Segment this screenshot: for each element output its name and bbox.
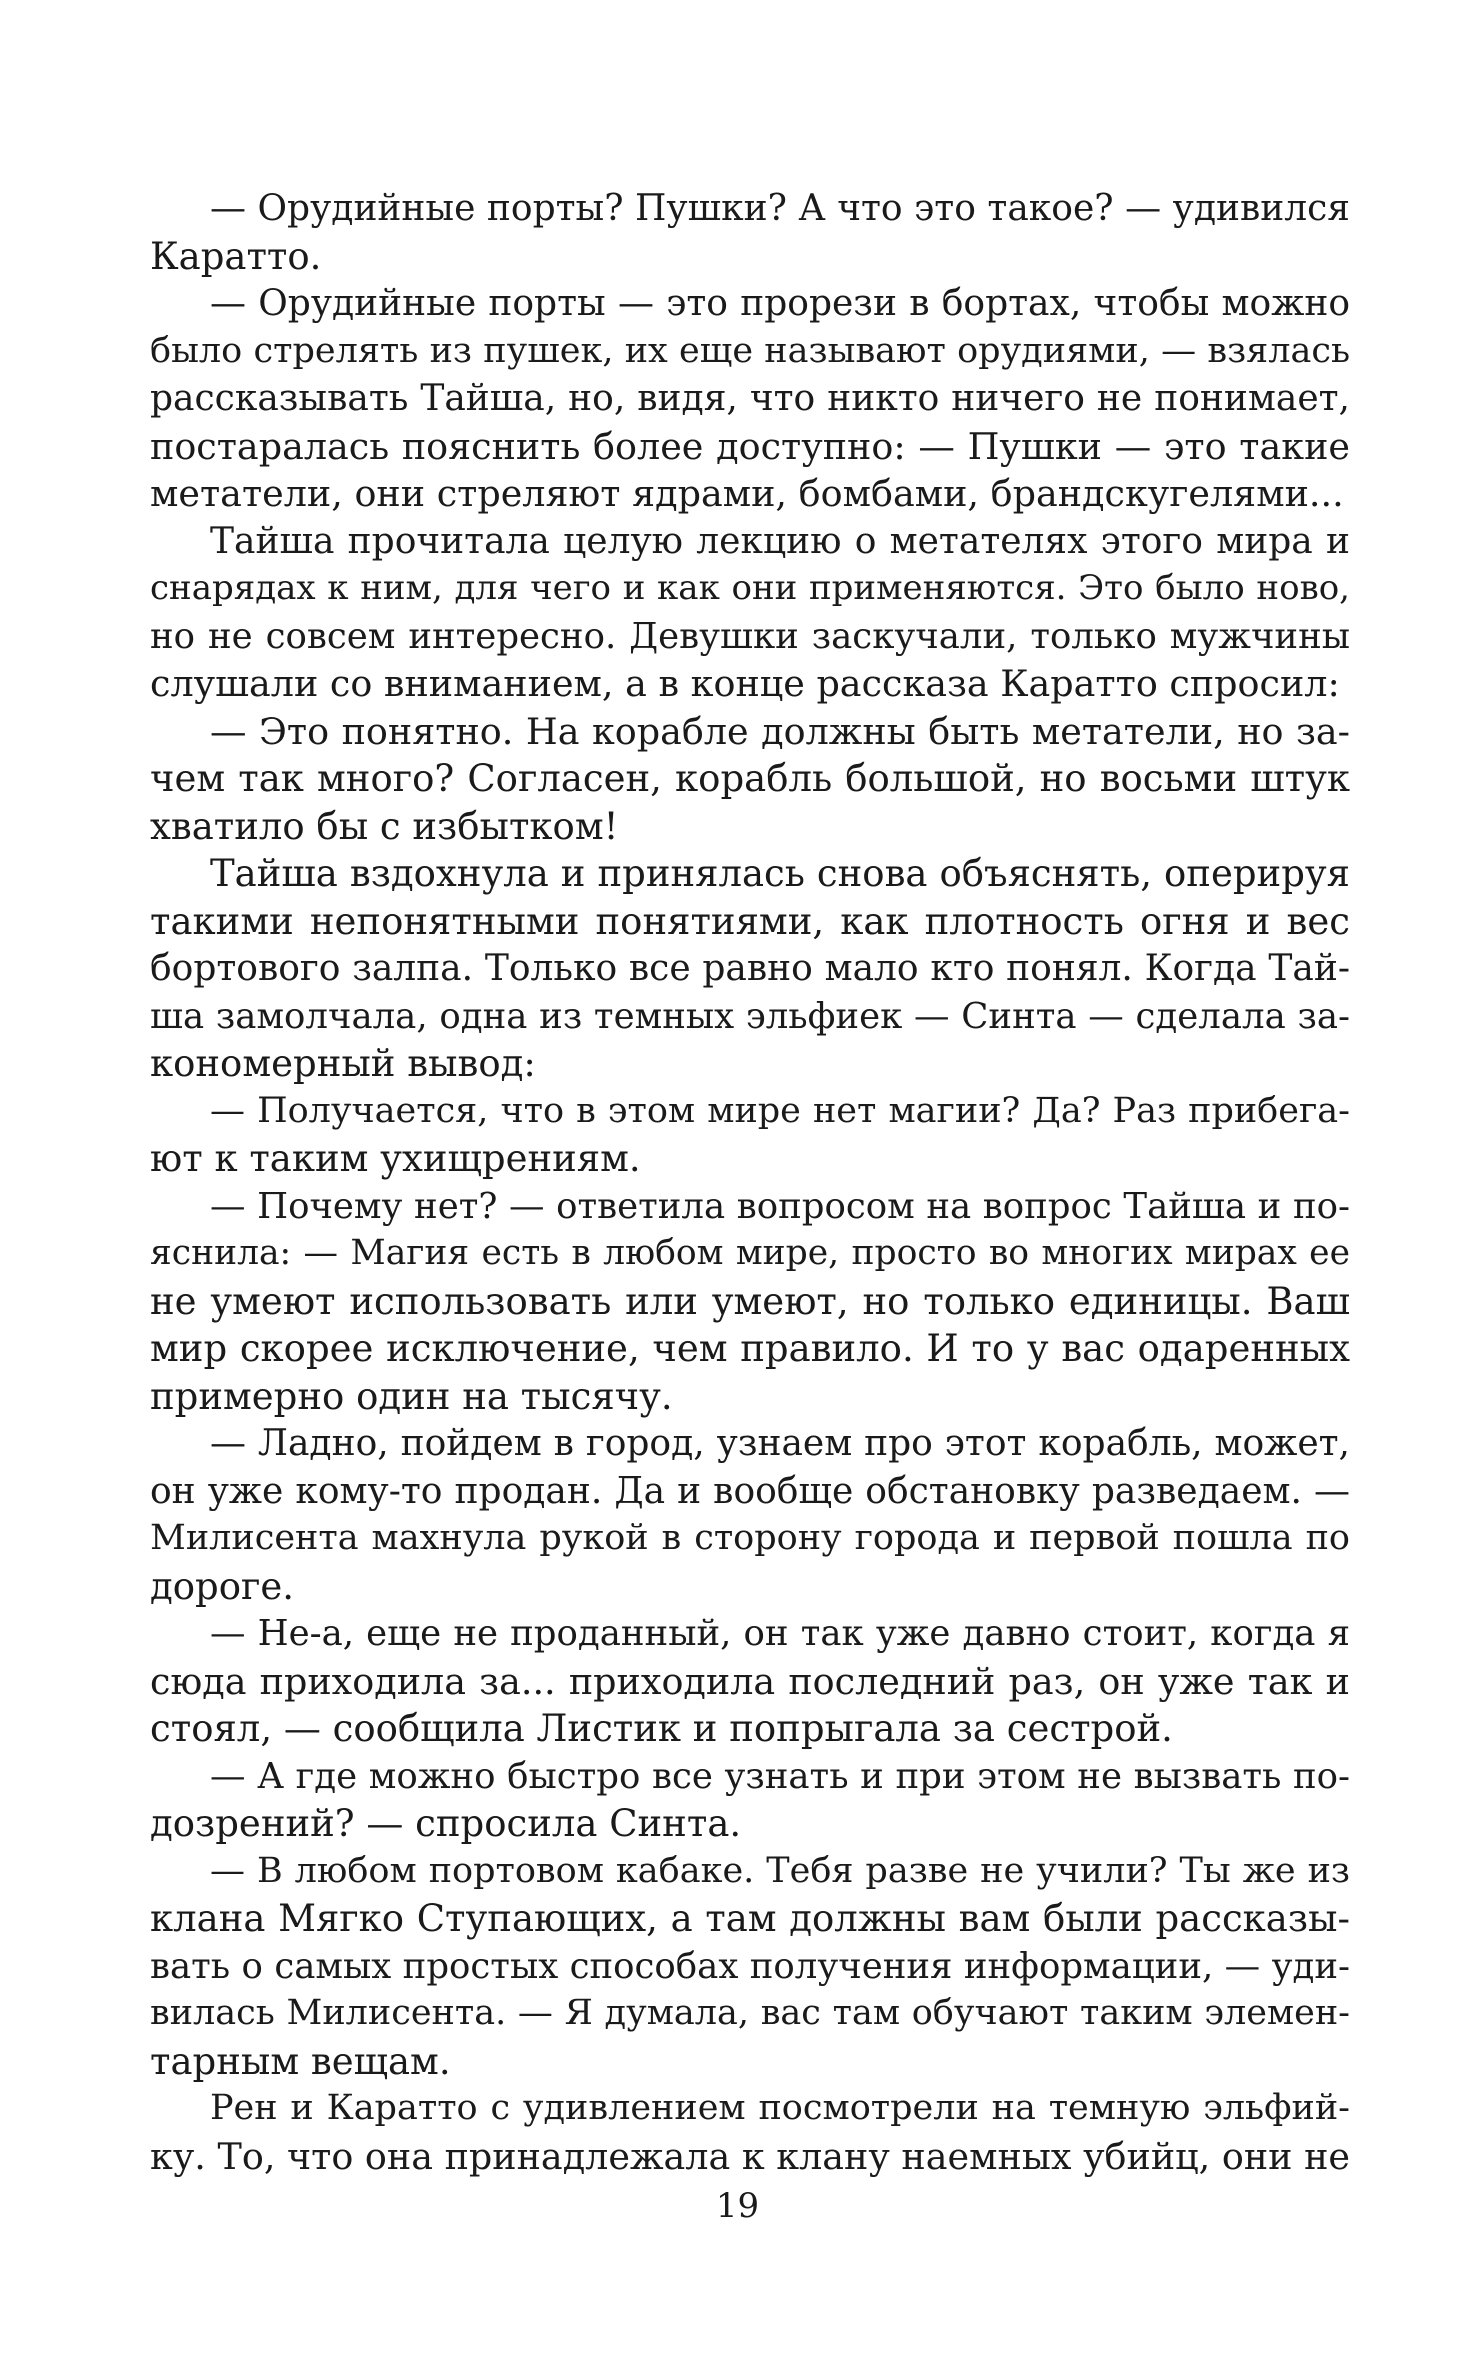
text-line: чем так много? Согласен, корабль большой, но восьми штук <box>150 757 1350 800</box>
text-line: — Это понятно. На корабле должны быть метатели, но за- <box>210 709 1350 753</box>
text-line: слушали со вниманием, а в конце рассказа Каратто спросил: <box>150 662 1340 705</box>
text-line: тарным вещам. <box>150 2039 451 2083</box>
text-line: дороге. <box>150 1564 295 1608</box>
text-line: хватило бы с избытком! <box>150 804 619 848</box>
text-line: примерно один на тысячу. <box>150 1374 673 1418</box>
text-line: клана Мягко Ступающих, а там должны вам были рассказы- <box>150 1897 1350 1940</box>
text-line: сюда приходила за... приходила последний раз, он уже так и <box>150 1659 1350 1703</box>
text-line: вать о самых простых способах получения информации, — уди- <box>150 1945 1350 1987</box>
text-line: — Не-а, еще не проданный, он так уже давно стоит, когда я <box>210 1613 1350 1654</box>
text-line: яснила: — Магия есть в любом мире, просто во многих мирах ее <box>150 1233 1350 1273</box>
text-line: было стрелять из пушек, их еще называют орудиями, — взялась <box>150 330 1350 371</box>
text-line: не умеют использовать или умеют, но только единицы. Ваш <box>150 1279 1350 1323</box>
text-line: — Почему нет? — ответила вопросом на вопрос Тайша и по- <box>210 1185 1350 1227</box>
text-line: — Ладно, пойдем в город, узнаем про этот корабль, может, <box>210 1423 1350 1464</box>
text-line: Каратто. <box>150 234 322 278</box>
text-line: он уже кому-то продан. Да и вообще обстановку разведаем. — <box>150 1470 1350 1512</box>
page-number: 19 <box>715 2186 760 2226</box>
text-line: Милисента махнула рукой в сторону города и первой пошла по <box>150 1518 1350 1558</box>
text-line: бортового залпа. Только все равно мало кто понял. Когда Тай- <box>150 948 1350 989</box>
text-line: но не совсем интересно. Девушки заскучали, только мужчины <box>150 615 1350 657</box>
text-line: Тайша вздохнула и принялась снова объяснять, оперируя <box>210 852 1350 895</box>
page-body-text <box>150 185 1350 2180</box>
text-line: ша замолчала, одна из темных эльфиек — Синта — сделала за- <box>150 995 1350 1037</box>
text-line: такими непонятными понятиями, как плотность огня и вес <box>150 899 1350 943</box>
text-line: ку. То, что она принадлежала к клану наемных убийц, они не <box>150 2134 1350 2178</box>
text-line: вилась Милисента. — Я думала, вас там обучают таким элемен- <box>150 1993 1350 2033</box>
text-line: снарядах к ним, для чего и как они применяются. Это было ново, <box>150 568 1350 608</box>
text-line: ют к таким ухищрениям. <box>150 1137 641 1180</box>
text-line: — А где можно быстро все узнать и при этом не вызвать по- <box>210 1755 1350 1797</box>
text-line: — В любом портовом кабаке. Тебя разве не учили? Ты же из <box>210 1850 1350 1891</box>
text-line: Тайша прочитала целую лекцию о метателях этого мира и <box>210 520 1350 562</box>
text-line: дозрений? — спросила Синта. <box>150 1802 742 1845</box>
text-line: постаралась пояснить более доступно: — Пушки — это такие <box>150 424 1350 468</box>
text-line: — Орудийные порты — это прорези в бортах, чтобы можно <box>210 283 1350 324</box>
text-line: — Получается, что в этом мире нет магии? Да? Раз прибега- <box>210 1090 1350 1131</box>
text-line: мир скорее исключение, чем правило. И то у вас одаренных <box>150 1327 1350 1370</box>
text-line: метатели, они стреляют ядрами, бомбами, брандскугелями... <box>150 472 1344 515</box>
text-line: Рен и Каратто с удивлением посмотрели на темную эльфий- <box>210 2088 1350 2128</box>
text-line: кономерный вывод: <box>150 1042 536 1085</box>
text-line: рассказывать Тайша, но, видя, что никто ничего не понимает, <box>150 378 1350 419</box>
text-line: — Орудийные порты? Пушки? А что это такое? — удивился <box>210 188 1350 229</box>
text-line: стоял, — сообщила Листик и попрыгала за сестрой. <box>150 1707 1173 1750</box>
